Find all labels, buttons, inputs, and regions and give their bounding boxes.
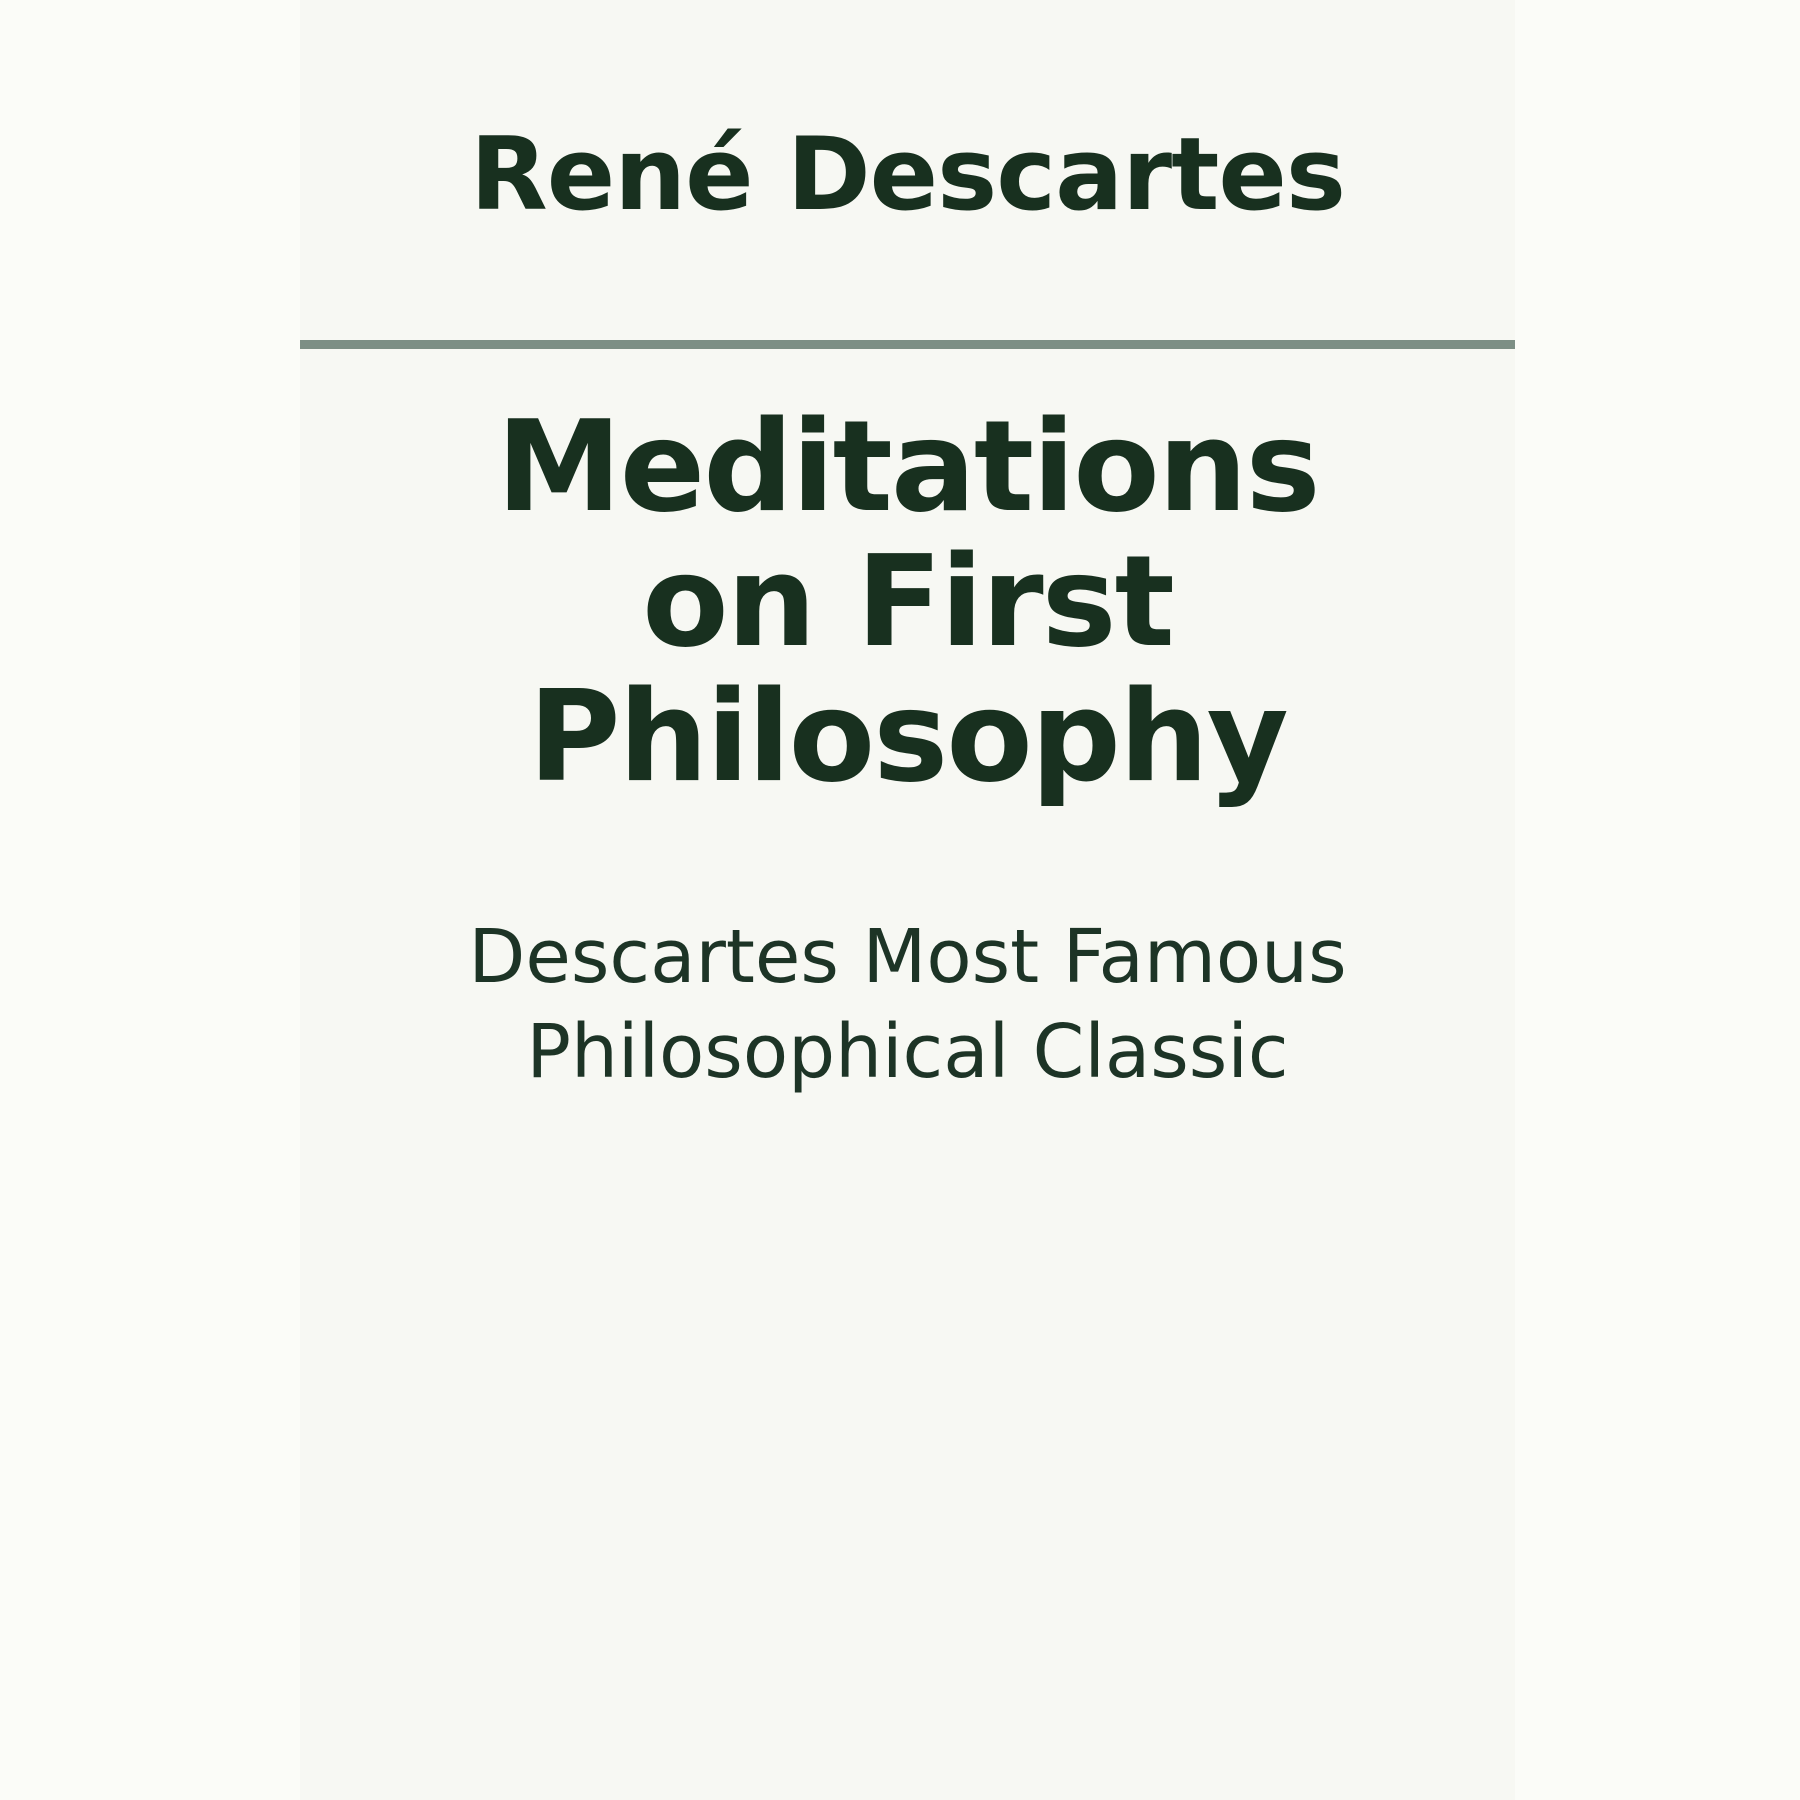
subtitle-line-2: Philosophical Classic (526, 1008, 1289, 1095)
right-margin-panel (1515, 0, 1800, 1800)
book-subtitle (340, 910, 1475, 1099)
title-line-1: Meditations (496, 393, 1319, 540)
left-margin-panel (0, 0, 300, 1800)
cover-content (300, 0, 1515, 1800)
book-title (340, 393, 1475, 810)
author-name: René Descartes (469, 115, 1346, 233)
title-line-2: on First (642, 527, 1173, 675)
subtitle-line-1: Descartes Most Famous (468, 914, 1347, 1000)
horizontal-divider (300, 340, 1515, 349)
title-line-3: Philosophy (528, 662, 1287, 810)
